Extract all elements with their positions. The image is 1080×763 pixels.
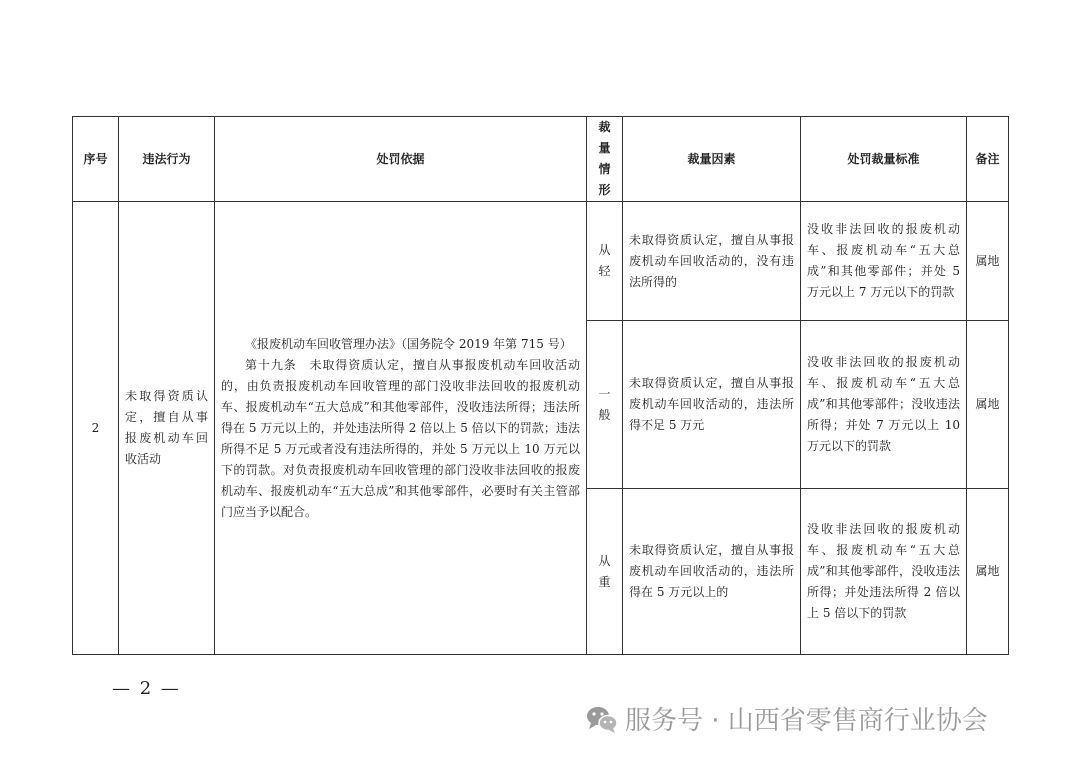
header-behavior: 违法行为 [119, 117, 215, 202]
header-remark: 备注 [967, 117, 1009, 202]
basis-article: 第十九条 未取得资质认定，擅自从事报废机动车回收活动的，由负责报废机动车回收管理的部门没收非法回收的报废机动车、报废机动车“五大总成”和其他零部件，没收违法所得；违法所得在 5 万元以上的，并处违法所得 2 倍以上 5 倍以下的罚款；违法所得不足 5 万元或者没有违法所得的，并处 5 万元以上 10 万元以下的罚款。对负责报废机动车回收管理的部门没收非法回收的报废机动车、报废机动车“五大总成”和其他零部件，必要时有关主管部门应当予以配合。 [221, 357, 580, 519]
cell-standard: 没收非法回收的报废机动车、报废机动车“五大总成”和其他零部件；并处 5 万元以上 7 万元以下的罚款 [801, 202, 967, 321]
table-row [73, 202, 1009, 321]
header-basis: 处罚依据 [215, 117, 587, 202]
cell-level: 从轻 [587, 202, 623, 321]
header-row [73, 117, 1009, 202]
header-level: 裁量情形 [587, 117, 623, 202]
cell-level: 一般 [587, 321, 623, 489]
watermark-text: 服务号 · 山西省零售商行业协会 [625, 706, 988, 736]
cell-remark: 属地 [967, 489, 1009, 655]
watermark [585, 700, 988, 737]
cell-no: 2 [73, 202, 119, 655]
penalty-table [72, 116, 1009, 655]
header-standard: 处罚裁量标准 [801, 117, 967, 202]
cell-basis [215, 202, 587, 655]
basis-source: 《报废机动车回收管理办法》（国务院令 2019 年第 715 号） [245, 336, 572, 351]
cell-standard: 没收非法回收的报废机动车、报废机动车“五大总成”和其他零部件；没收违法所得；并处 7 万元以上 10 万元以下的罚款 [801, 321, 967, 489]
cell-remark: 属地 [967, 321, 1009, 489]
wechat-icon [585, 704, 619, 734]
cell-factor: 未取得资质认定，擅自从事报废机动车回收活动的，违法所得在 5 万元以上的 [623, 489, 801, 655]
cell-level: 从重 [587, 489, 623, 655]
cell-factor: 未取得资质认定，擅自从事报废机动车回收活动的，违法所得不足 5 万元 [623, 321, 801, 489]
cell-remark: 属地 [967, 202, 1009, 321]
header-no: 序号 [73, 117, 119, 202]
header-factor: 裁量因素 [623, 117, 801, 202]
cell-standard: 没收非法回收的报废机动车、报废机动车“五大总成”和其他零部件，没收违法所得；并处违法所得 2 倍以上 5 倍以下的罚款 [801, 489, 967, 655]
cell-behavior: 未取得资质认定，擅自从事报废机动车回收活动 [119, 202, 215, 655]
cell-factor: 未取得资质认定，擅自从事报废机动车回收活动的，没有违法所得的 [623, 202, 801, 321]
page-number: — 2 — [112, 678, 181, 699]
